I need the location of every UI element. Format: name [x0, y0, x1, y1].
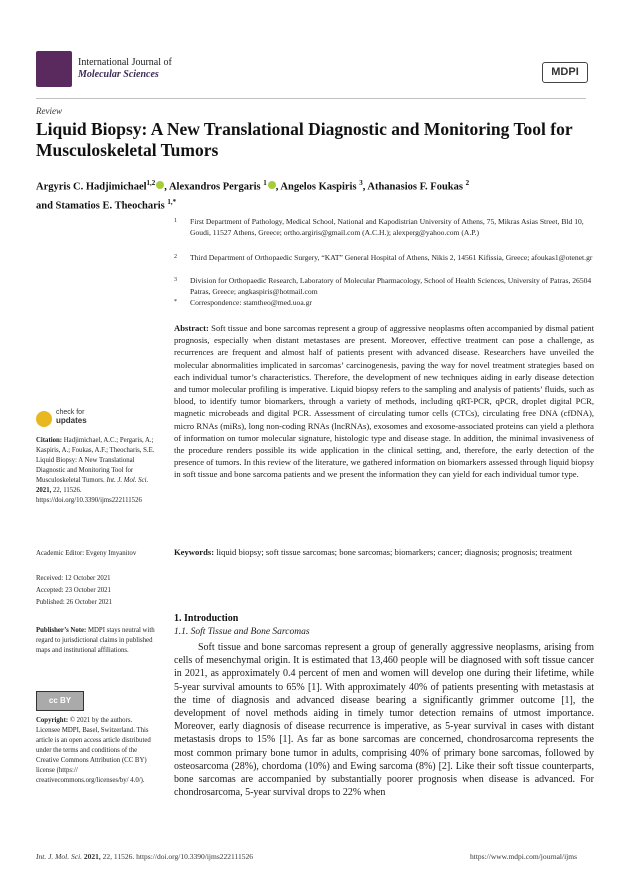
publisher-note-text: MDPI stays neutral with regard to jurisdictional claims in published maps and institutional affiliations.	[36, 627, 155, 654]
citation-journal: Int. J. Mol. Sci.	[106, 477, 149, 484]
author-sup: 2	[465, 179, 470, 187]
affiliation-number: 1	[174, 218, 177, 224]
affiliation-text: First Department of Pathology, Medical School, National and Kapodistrian University of Athens, 75, Mikras Asias Street, Bld 10, Goudi, 11527 Athens, Greece; ortho.argiris@gmail.com (A.C.H.); alexperg@yahoo.com (A.P.)	[190, 217, 584, 237]
author-sup: 1,2	[146, 179, 156, 187]
received-date: Received: 12 October 2021	[36, 575, 111, 582]
citation-doi[interactable]: 22, 11526. https://doi.org/10.3390/ijms222111526	[36, 487, 142, 504]
check-updates-icon	[36, 411, 52, 427]
author-name: , Angelos Kaspiris	[275, 181, 357, 193]
cc-by-license-icon[interactable]: cc BY	[36, 691, 84, 711]
affiliation-number: 2	[174, 254, 177, 260]
mdpi-logo[interactable]: MDPI	[542, 62, 588, 83]
section-heading: 1. Introduction	[174, 613, 239, 624]
correspondence	[174, 297, 594, 308]
author-sup: 3	[359, 179, 363, 187]
affiliation-3	[174, 275, 594, 297]
author-name: , Alexandros Pergaris	[164, 181, 261, 193]
keywords-label: Keywords:	[174, 547, 215, 557]
journal-name-line2: Molecular Sciences	[78, 69, 159, 80]
published-date: Published: 26 October 2021	[36, 599, 113, 606]
affiliation-2	[174, 252, 594, 263]
affiliation-text: Third Department of Orthopaedic Surgery, “KAT” General Hospital of Athens, Nikis 2, 14561 Kifissia, Greece; afoukas1@otenet.gr	[190, 253, 593, 262]
abstract-label: Abstract:	[174, 323, 209, 333]
footer-url[interactable]: https://www.mdpi.com/journal/ijms	[470, 852, 578, 861]
footer-doi[interactable]: 22, 11526. https://doi.org/10.3390/ijms222111526	[102, 852, 253, 861]
keywords-text: liquid biopsy; soft tissue sarcomas; bone sarcomas; biomarkers; cancer; diagnosis; prognosis; treatment	[216, 547, 573, 557]
accepted-date: Accepted: 23 October 2021	[36, 587, 111, 594]
subsection-heading: 1.1. Soft Tissue and Bone Sarcomas	[174, 627, 310, 637]
body-paragraph: Soft tissue and bone sarcomas represent a group of generally aggressive neoplasms, arising from cells of mesenchymal origin. It is estimated that 13,460 people will be diagnosed with soft tissue cancer in 2021, as approximately 0.4 percent of men and women will develop one during their lifetime, while 5-year survival amounts to 65% [1]. With approximately 40% of patients presenting with metastasis at the time of diagnosis and advanced disease bearing a significantly grimmer outcome [1], the development of novel methods aiding in timely tumor detection remains of utmost importance. Moreover, early diagnosis of disease recurrence is imperative, as 5-year survival in cases with distant metastasis drops to 15% [1]. As far as bone sarcomas are concerned, chondrosarcoma represents the most common primary bone tumor in adults, comprising 40% of primary bone sarcomas, followed by osteosarcoma (28%), chordoma (10%) and Ewing sarcoma (8%) [2]. Like their soft tissue counterparts, bone sarcomas are accompanied by substantially poorer prognosis when disease is advanced. For chondrosarcoma, 5-year survival drops to 22% when	[174, 642, 594, 799]
footer-citation	[36, 852, 253, 861]
author-name: and Stamatios E. Theocharis	[36, 200, 165, 211]
check-line2: updates	[56, 416, 87, 425]
check-for-updates-button[interactable]	[36, 409, 96, 431]
author-sup: 1,*	[167, 197, 177, 206]
journal-name[interactable]	[78, 57, 172, 81]
copyright	[36, 716, 158, 786]
affiliation-number: 3	[174, 277, 177, 283]
citation-text: Hadjimichael, A.C.; Pergaris, A.; Kaspiris, A.; Foukas, A.F.; Theocharis, S.E. Liquid Biopsy: A New Translational Diagnostic and Monitoring Tool for Musculoskeletal Tumors.	[36, 437, 155, 484]
footer-year: 2021,	[83, 852, 101, 861]
affiliation-text: Division for Orthopaedic Research, Laboratory of Molecular Pharmacology, School of Health Sciences, University of Patras, 26504 Patras, Greece; angkaspiris@hotmail.com	[190, 276, 592, 296]
citation-label: Citation:	[36, 437, 63, 444]
citation	[36, 436, 158, 506]
header-divider	[36, 98, 586, 99]
copyright-text: © 2021 by the authors. Licensee MDPI, Basel, Switzerland. This article is an open access article distributed under the terms and conditions of the Creative Commons Attribution (CC BY) license (https:// creativecommons.org/licenses/by/ 4.0/).	[36, 717, 151, 784]
author-sup: 1	[263, 179, 267, 187]
affiliation-number: *	[174, 299, 177, 305]
publisher-note-label: Publisher’s Note:	[36, 627, 87, 634]
abstract-text: Soft tissue and bone sarcomas represent a group of aggressive neoplasms often accompanied by dismal patient prognosis, especially when distant metastases are present. Moreover, effective treatment can pose a challenge, as recurrences are frequent and almost half of patients present with advanced disease. Researchers have unveiled the molecular abnormalities implicated in sarcomas’ carcinogenesis, paving the way for novel treatment strategies based on each individual tumor’s characteristics. Therefore, the development of new techniques aiding in early disease detection and tumor molecular profiling is imperative. Liquid biopsy refers to the sampling and analysis of patients’ fluids, such as blood, to identify tumor biomarkers, through a variety of methods, including qRT-PCR, qPCR, droplet digital PCR, magnetic microbeads and digital PCR. Assessment of circulating tumor cells (CTCs), circulating free DNA (cfDNA), micro RNAs (miRs), long non-coding RNAs (lncRNAs), exosomes and exosome-associated proteins can yield a plethora of information on tumor molecular signature, histologic type and disease stage. In addition, the minimal invasiveness of the procedure renders possible its wide application in the clinical setting, and, therefore, the early detection of the presence of tumors. In this review of the literature, we gathered information on biomarkers assessed through liquid biopsy in soft tissue and bone sarcoma patients and we present the information they can yield for each individual tumor type.	[174, 323, 594, 480]
affiliation-text: Correspondence: stamtheo@med.uoa.gr	[190, 298, 312, 307]
author-list	[36, 176, 596, 213]
abstract	[174, 322, 594, 481]
copyright-label: Copyright:	[36, 717, 69, 724]
citation-year: 2021,	[36, 487, 52, 494]
publisher-note	[36, 626, 158, 656]
keywords	[174, 546, 594, 558]
footer-journal: Int. J. Mol. Sci.	[36, 852, 83, 861]
author-name: , Athanasios F. Foukas	[362, 181, 463, 193]
journal-name-line1: International Journal of	[78, 57, 172, 68]
author-name: Argyris C. Hadjimichael	[36, 181, 147, 193]
article-title: Liquid Biopsy: A New Translational Diagnostic and Monitoring Tool for Musculoskeletal Tumors	[36, 119, 573, 160]
affiliation-1	[174, 216, 594, 238]
journal-logo	[36, 51, 72, 87]
academic-editor: Academic Editor: Evgeny Imyanitov	[36, 550, 137, 557]
check-line1: check for	[56, 409, 85, 416]
orcid-icon[interactable]	[268, 181, 276, 189]
article-type: Review	[36, 106, 62, 116]
